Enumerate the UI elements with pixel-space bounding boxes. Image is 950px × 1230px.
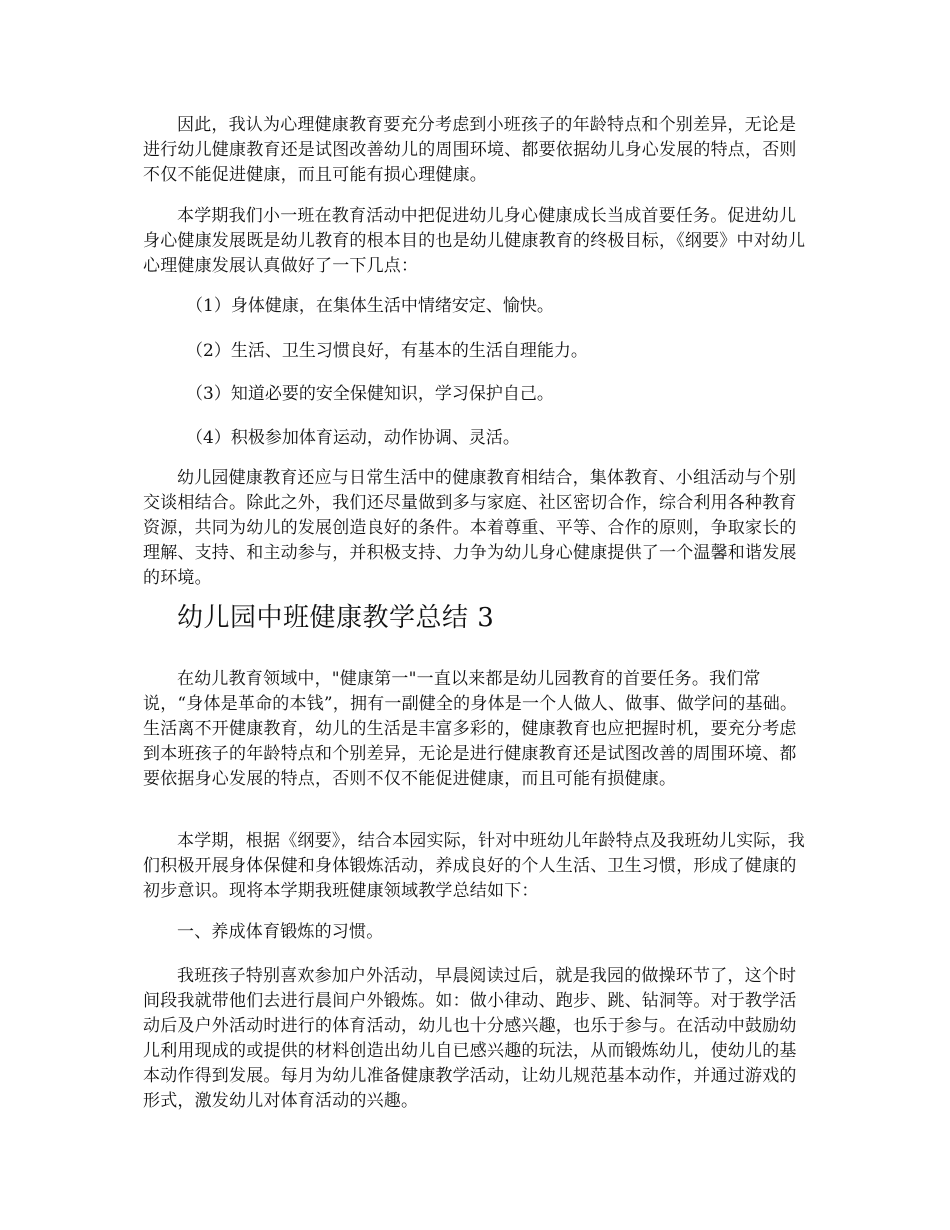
paragraph-2: 本学期我们小一班在教育活动中把促进幼儿身心健康成长当成首要任务。促进幼儿身心健康发展既是幼儿教育的根本目的也是幼儿健康教育的终极目标，《纲要》中对幼儿心理健康发展认真做好了一下几点： (143, 206, 806, 276)
list-item-1: （1）身体健康，在集体生活中情绪安定、愉快。 (186, 296, 554, 316)
paragraph-4: 在幼儿教育领域中，"健康第一"一直以来都是幼儿园教育的首要任务。我们常说，“身体是革命的本钱”，拥有一副健全的身体是一个人做人、做事、做学问的基础。生活离不开健康教育，幼儿的生活是丰富多彩的，健康教育也应把握时机，要充分考虑到本班孩子的年龄特点和个别差异，无论是进行健康教育还是试图改善的周围环境、都要依据身心发展的特点，否则不仅不能促进健康，而且可能有损健康。 (143, 669, 798, 789)
paragraph-1: 因此，我认为心理健康教育要充分考虑到小班孩子的年龄特点和个别差异，无论是进行幼儿健康教育还是试图改善幼儿的周围环境、都要依据幼儿身心发展的特点，否则不仅不能促进健康，而且可能有损心理健康。 (143, 115, 797, 185)
list-item-4: （4）积极参加体育运动，动作协调、灵活。 (186, 428, 520, 448)
paragraph-3: 幼儿园健康教育还应与日常生活中的健康教育相结合，集体教育、小组活动与个别交谈相结合。除此之外，我们还尽量做到多与家庭、社区密切合作，综合利用各种教育资源，共同为幼儿的发展创造良好的条件。本着尊重、平等、合作的原则，争取家长的理解、支持、和主动参与，并积极支持、力争为幼儿身心健康提供了一个温馨和谐发展的环境。 (143, 468, 797, 588)
list-item-3: （3）知道必要的安全保健知识，学习保护自己。 (186, 384, 554, 404)
paragraph-7: 我班孩子特别喜欢参加户外活动，早晨阅读过后，就是我园的做操环节了，这个时间段我就带他们去进行晨间户外锻炼。如：做小律动、跑步、跳、钻洞等。对于教学活动后及户外活动时进行的体育活动，幼儿也十分感兴趣，也乐于参与。在活动中鼓励幼儿利用现成的或提供的材料创造出幼儿自已感兴趣的玩法，从而锻炼幼儿，使幼儿的基本动作得到发展。每月为幼儿准备健康教学活动，让幼儿规范基本动作，并通过游戏的形式，激发幼儿对体育活动的兴趣。 (143, 966, 797, 1111)
list-item-2: （2）生活、卫生习惯良好，有基本的生活自理能力。 (186, 341, 588, 361)
section-heading: 幼儿园中班健康教学总结 3 (177, 603, 495, 633)
paragraph-6: 一、养成体育锻炼的习惯。 (177, 922, 384, 942)
paragraph-5: 本学期，根据《纲要》，结合本园实际，针对中班幼儿年龄特点及我班幼儿实际，我们积极开展身体保健和身体锻炼活动，养成良好的个人生活、卫生习惯，形成了健康的初步意识。现将本学期我班健康领域教学总结如下： (143, 831, 805, 901)
